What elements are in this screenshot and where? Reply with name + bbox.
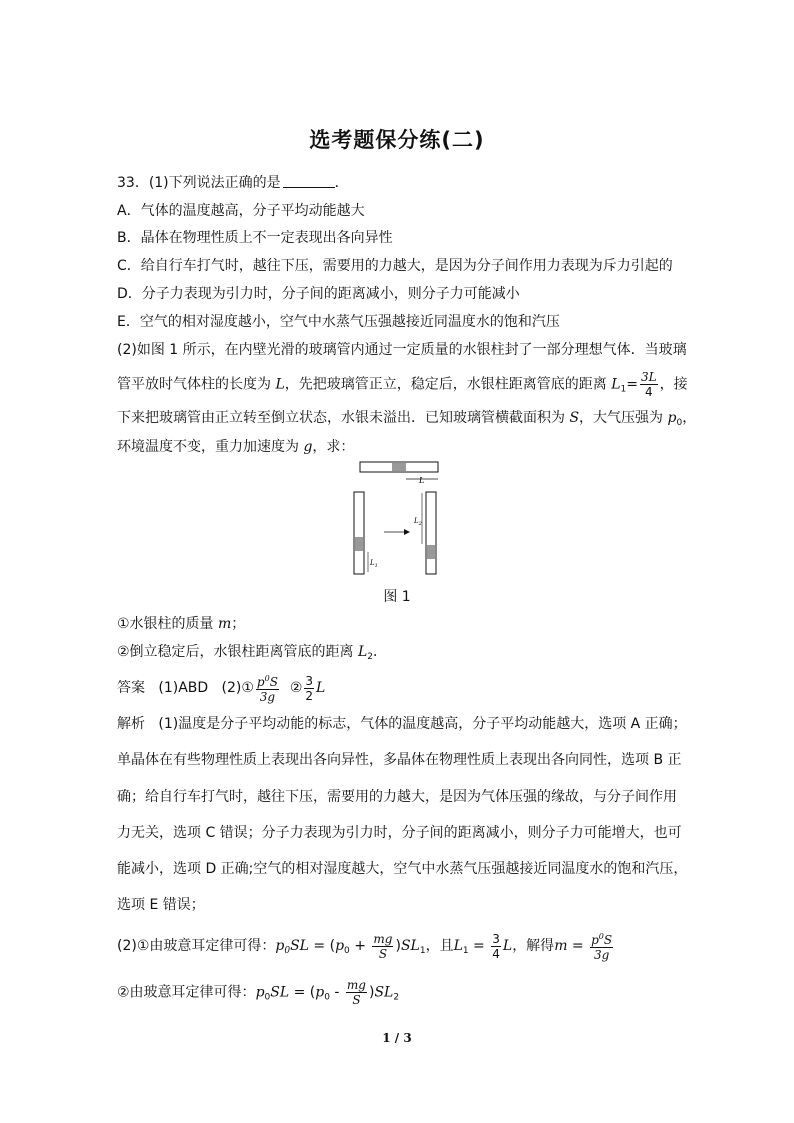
answer-blank (283, 175, 335, 188)
analysis-line1 (117, 713, 687, 733)
analysis-line4: 力无关，选项 C 错误；分子力表现为引力时，分子间的距离减小，则分子力可能增大，也可 (117, 825, 682, 841)
part2-line2-text-b: ，先把玻璃管正立，稳定后，水银柱距离管底的距离 (284, 376, 612, 393)
equation-1-mid: ，且 (425, 938, 454, 954)
subquestion-1-text-a: ①水银柱的质量 (117, 616, 219, 632)
subscript-1: 1 (620, 384, 627, 395)
equation-1-lhs: $p_0SL$ (275, 938, 309, 956)
answer-part1: (1)ABD (158, 680, 209, 696)
figure-caption: 图 1 (383, 589, 411, 605)
analysis-line5: 能减小，选项 D 正确;空气的相对湿度越大，空气中水蒸气压强越接近同温度水的饱和汽压， (117, 861, 688, 877)
fraction-numerator: 3 (305, 673, 314, 688)
analysis-line2: 单晶体在有些物理性质上表现出各向异性，多晶体在物理性质上表现出各向同性，选项 B 正 (117, 752, 682, 768)
question-stem-end: ． (334, 175, 349, 191)
subscript-0: 0 (676, 418, 683, 428)
part2-line2 (117, 370, 688, 399)
inverted-tube (426, 492, 436, 574)
fraction-denominator: 2 (305, 688, 314, 703)
fraction-numerator: $p^0S$ (256, 674, 278, 689)
part2-line3 (117, 407, 696, 428)
option-d: D．分子力表现为引力时，分子间的距离减小，则分子力可能减小 (117, 286, 520, 302)
analysis-line6: 选项 E 错误； (117, 897, 205, 913)
inverted-mercury (427, 545, 435, 559)
part2-line4 (117, 436, 354, 456)
equation-1-prefix: (2)①由玻意耳定律可得： (117, 938, 276, 954)
part2-line1: (2)如图 1 所示，在内壁光滑的玻璃管内通过一定质量的水银柱封了一部分理想气体．当玻璃 (117, 342, 687, 358)
fraction-denominator: 3g (259, 690, 276, 704)
label-L2: $L_2$ (414, 517, 422, 527)
equation-2-prefix: ②由玻意耳定律可得： (117, 984, 256, 1001)
analysis-label: 解析 (117, 716, 145, 732)
fraction-3-over-4: $\frac{3}{4}$ (492, 931, 500, 961)
symbol-L1: L (611, 376, 621, 393)
question-stem-text: 33．(1)下列说法正确的是 (117, 175, 281, 191)
label-L: L (419, 476, 425, 485)
analysis-line3: 确；给自行车打气时，越往下压，需要用的力越大，是因为气体压强的缘故，与分子间作用 (117, 789, 677, 805)
part2-line4-text-a: 环境温度不变，重力加速度为 (117, 439, 304, 455)
subquestion-2-text-b: . (373, 644, 378, 660)
subquestion-2-text-a: ②倒立稳定后，水银柱距离管底的距离 (117, 644, 358, 660)
part2-line2-text-c: ，接 (659, 376, 688, 393)
fraction-mass: $\frac{p^0S}{3g}$ (591, 932, 613, 962)
answer-fraction-3-2 (304, 674, 314, 703)
answer-label: 答案 (117, 680, 145, 696)
answer-part2-mid: ② (289, 680, 303, 696)
symbol-p0: p (667, 410, 677, 426)
fraction-3L-over-4 (640, 370, 658, 399)
part2-line3-text-a: 下来把玻璃管由正立转至倒立状态，水银未溢出．已知玻璃管横截面积为 (117, 410, 570, 426)
fraction-mg-over-S: $\frac{mg}{S}$ (373, 931, 393, 961)
question-stem (117, 172, 349, 192)
part2-line2-text-a: 管平放时气体柱的长度为 (117, 376, 276, 393)
label-L1: $L_1$ (370, 559, 378, 569)
subquestion-2 (117, 641, 377, 662)
option-e: E．空气的相对湿度越小，空气中水蒸气压强越接近同温度水的饱和汽压 (117, 314, 560, 330)
equation-1-mid2: ，解得 (512, 938, 555, 954)
page-title: 选考题保分练(二) (309, 128, 485, 152)
horizontal-mercury (392, 463, 406, 471)
upright-mercury (355, 537, 363, 551)
tube-diagram (340, 457, 450, 577)
fraction-denominator: 4 (644, 385, 653, 399)
part2-line4-text-b: ，求： (312, 439, 355, 455)
fraction-numerator: 3L (640, 370, 657, 384)
subquestion-1-text-b: ； (231, 616, 246, 632)
option-b: B．晶体在物理性质上不一定表现出各向异性 (117, 230, 393, 246)
answer-part2-prefix: (2)① (221, 680, 254, 696)
arrow-head (404, 529, 410, 535)
subscript-2: 2 (367, 652, 374, 662)
symbol-g: g (303, 439, 313, 455)
equation-line-2: ②由玻意耳定律可得：$p_0SL = (p_0$ - $\frac{mg}{S}$ )$SL_2$ (117, 978, 400, 1007)
subquestion-1 (117, 613, 245, 633)
option-c: C．给自行车打气时，越往下压，需要用的力越大，是因为分子间作用力表现为斥力引起的 (117, 258, 673, 274)
symbol-L: L (316, 680, 326, 696)
answer-fraction-mass (256, 672, 279, 704)
symbol-S: S (569, 410, 580, 426)
part2-line3-text-b: ，大气压强为 (579, 410, 668, 426)
page-number: 1 / 3 (382, 1031, 412, 1045)
equation-line-1: (2)①由玻意耳定律可得：$p_0SL = (p_0$ + $\frac{mg}{S}$ )$SL_1$，且$L_1$ = $\frac{3}{4}$ L，解得m = $\frac{p^0S}{3g}$ (117, 931, 613, 962)
symbol-m: m (218, 616, 232, 632)
fraction-mg-over-S-2: $\frac{mg}{S}$ (346, 978, 366, 1007)
answer-line (117, 672, 325, 704)
analysis-text-1: (1)温度是分子平均动能的标志，气体的温度越高，分子平均动能越大，选项 A 正确； (158, 716, 687, 732)
equals-sign: = (626, 376, 638, 393)
part2-line3-text-c: ， (682, 410, 697, 426)
option-a: A．气体的温度越高，分子平均动能越大 (117, 203, 365, 219)
symbol-L2: L (358, 644, 368, 660)
upright-tube (354, 492, 364, 574)
symbol-L: L (275, 376, 285, 393)
